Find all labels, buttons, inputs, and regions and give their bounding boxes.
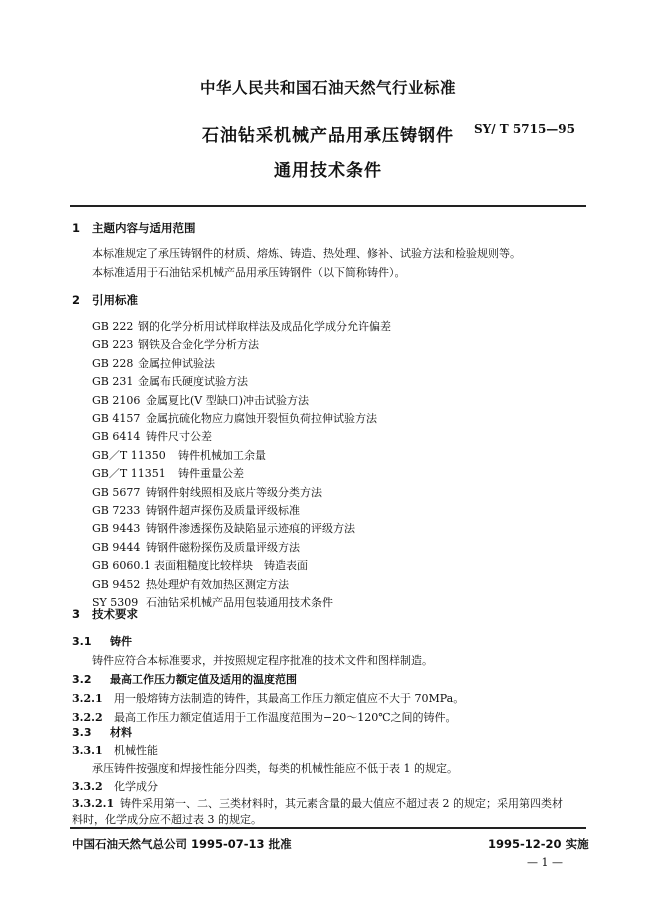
section-number: 2 (72, 293, 81, 307)
document-title-line2: 通用技术条件 (274, 161, 382, 181)
clause-3-2-heading (72, 671, 297, 687)
reference-code: GB 4157 (92, 412, 141, 425)
reference-title: 钢的化学分析用试样取样法及成品化学成分允许偏差 (138, 320, 391, 333)
clause-text: 铸件采用第一、二、三类材料时，其元素含量的最大值应不超过表 2 的规定；采用第四类材 (120, 797, 563, 810)
section-title: 技术要求 (92, 607, 138, 621)
reference-item (92, 355, 215, 371)
section-1-paragraph-2: 本标准适用于石油钻采机械产品用承压铸钢件（以下简称铸件）。 (92, 266, 406, 279)
reference-code: GB 228 (92, 356, 134, 370)
reference-item (92, 318, 391, 334)
reference-code: GB 231 (92, 375, 134, 389)
reference-code: GB 6060.1 (92, 559, 151, 573)
clause-3-2-1 (72, 690, 464, 706)
clause-number: 3.1 (72, 635, 92, 648)
standard-body-title: 中华人民共和国石油天然气行业标准 (199, 79, 456, 97)
reference-title: 金属夏比(V 型缺口)冲击试验方法 (146, 393, 310, 407)
clause-number: 3.3.1 (72, 744, 103, 757)
page-number: — 1 — (527, 856, 563, 869)
reference-code: GB 9443 (92, 522, 141, 536)
reference-title: 铸钢件射线照相及底片等级分类方法 (146, 485, 322, 499)
clause-text: 料时，化学成分应不超过表 3 的规定。 (72, 813, 262, 826)
reference-code: GB／T 11350 (92, 448, 166, 462)
reference-code: GB 7233 (92, 504, 141, 517)
clause-number: 3.2.2 (72, 711, 103, 724)
clause-3-3-1-text: 承压铸件按强度和焊接性能分四类，每类的机械性能应不低于表 1 的规定。 (92, 762, 458, 775)
clause-3-3-2-1-line2 (72, 811, 262, 827)
clause-number: 3.3.2 (72, 780, 103, 793)
reference-code: GB 2106 (92, 393, 141, 407)
reference-title: 金属拉伸试验法 (138, 356, 215, 370)
reference-item (92, 447, 266, 463)
clause-text: 用一般熔铸方法制造的铸件，其最高工作压力额定值应不大于 70MPa。 (114, 692, 465, 705)
reference-code: GB 222 (92, 320, 134, 333)
section-1-heading (72, 220, 196, 236)
clause-number: 3.3 (72, 726, 92, 739)
reference-code: GB 9444 (92, 540, 141, 554)
approval-date: 中国石油天然气总公司 1995-07-13 批准 (72, 837, 292, 851)
clause-title: 最高工作压力额定值及适用的温度范围 (110, 673, 297, 686)
reference-item (92, 336, 259, 352)
reference-code: GB 6414 (92, 430, 141, 444)
reference-title: 热处理炉有效加热区测定方法 (146, 577, 289, 591)
reference-title: 石油钻采机械产品用包装通用技术条件 (146, 596, 333, 609)
clause-number: 3.3.2.1 (72, 797, 115, 810)
clause-3-3-2-heading (72, 778, 158, 794)
reference-title: 铸钢件渗透探伤及缺陷显示迹痕的评级方法 (146, 522, 355, 536)
reference-item (92, 428, 212, 444)
reference-item (92, 539, 300, 555)
reference-item (92, 410, 377, 426)
section-title: 主题内容与适用范围 (92, 221, 196, 235)
reference-title: 铸件尺寸公差 (146, 430, 212, 444)
reference-title: 金属布氏硬度试验方法 (138, 375, 248, 389)
reference-item (92, 392, 309, 408)
reference-title: 表面粗糙度比较样块 铸造表面 (154, 559, 308, 573)
reference-item (92, 520, 355, 536)
clause-3-2-2 (72, 709, 457, 725)
reference-title: 铸钢件磁粉探伤及质量评级方法 (146, 540, 300, 554)
reference-item (92, 373, 248, 389)
clause-number: 3.2 (72, 673, 92, 686)
footer-divider (70, 827, 586, 829)
clause-3-1-text: 铸件应符合本标准要求，并按照规定程序批准的技术文件和图样制造。 (92, 654, 433, 667)
clause-title: 化学成分 (114, 780, 158, 793)
clause-3-3-2-1-line1 (72, 795, 563, 811)
section-1-paragraph-1: 本标准规定了承压铸钢件的材质、熔炼、铸造、热处理、修补、试验方法和检验规则等。 (92, 247, 521, 260)
document-title-line1: 石油钻采机械产品用承压铸钢件 (202, 126, 454, 146)
standard-code: SY/ T 5715—95 (474, 122, 575, 136)
clause-3-3-1-heading (72, 742, 158, 758)
reference-item (92, 576, 289, 592)
clause-3-3-heading (72, 724, 132, 740)
reference-title: 铸件机械加工余量 (178, 448, 266, 462)
header-divider (70, 205, 586, 207)
reference-code: GB 9452 (92, 577, 141, 591)
reference-item (92, 465, 244, 481)
reference-item (92, 502, 300, 518)
reference-code: GB 5677 (92, 485, 141, 499)
reference-code: GB／T 11351 (92, 467, 166, 481)
reference-code: GB 223 (92, 338, 134, 352)
clause-text: 最高工作压力额定值适用于工作温度范围为−20～120℃之间的铸件。 (114, 711, 457, 724)
reference-item (92, 484, 322, 500)
implementation-date: 1995-12-20 实施 (488, 837, 589, 851)
reference-item (92, 557, 308, 573)
clause-title: 材料 (110, 726, 132, 739)
section-title: 引用标准 (92, 293, 138, 307)
clause-title: 铸件 (110, 635, 132, 648)
reference-title: 钢铁及合金化学分析方法 (138, 338, 259, 352)
reference-title: 金属抗硫化物应力腐蚀开裂恒负荷拉伸试验方法 (146, 412, 377, 425)
section-3-heading (72, 606, 138, 622)
section-2-heading (72, 292, 138, 308)
clause-number: 3.2.1 (72, 692, 103, 705)
section-number: 1 (72, 221, 81, 235)
reference-title: 铸件重量公差 (178, 467, 244, 481)
reference-code: SY 5309 (92, 596, 139, 609)
reference-title: 铸钢件超声探伤及质量评级标准 (146, 504, 300, 517)
section-number: 3 (72, 607, 81, 621)
clause-title: 机械性能 (114, 744, 158, 757)
clause-3-1-heading (72, 633, 132, 649)
